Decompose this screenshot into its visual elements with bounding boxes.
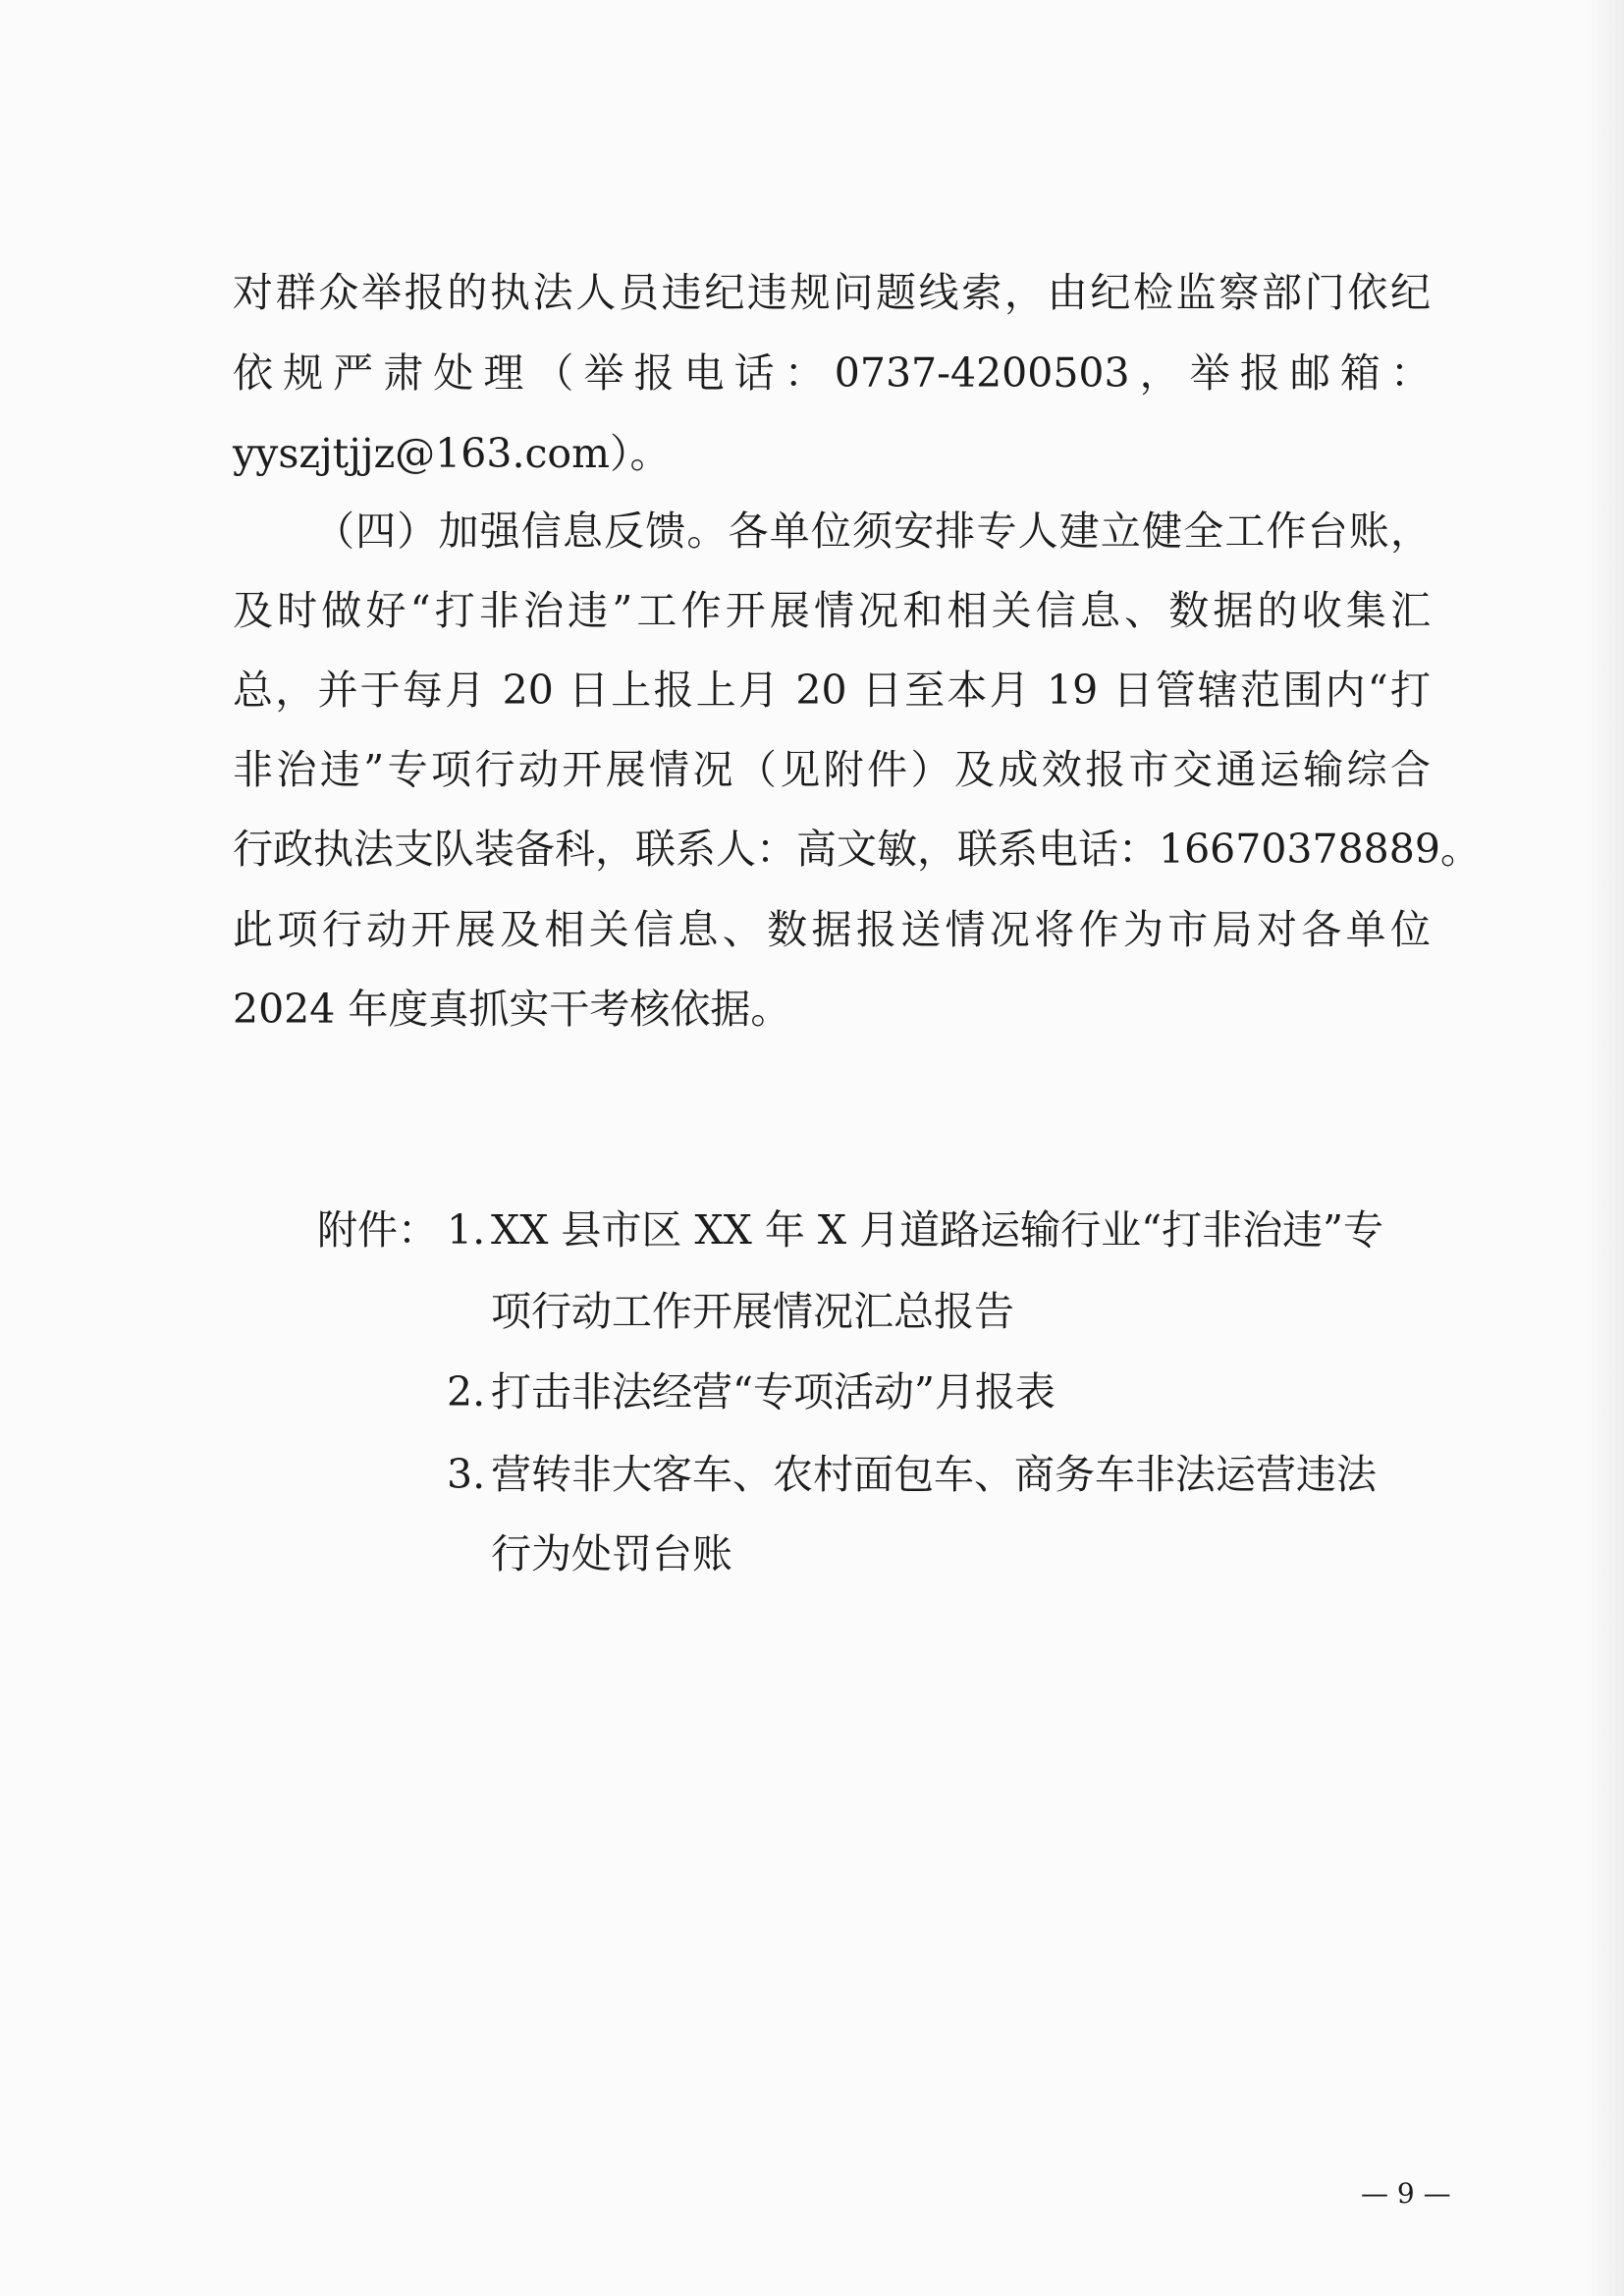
attachment-2-line-1: 打击非法经营“专项活动”月报表 bbox=[491, 1368, 1056, 1415]
attachment-2-number: 2. bbox=[447, 1368, 486, 1415]
body-line-2: 依规严肃处理（举报电话：0737-4200503，举报邮箱： bbox=[233, 349, 1431, 397]
body-line-3: yyszjtjjz@163.com）。 bbox=[233, 430, 671, 477]
body-line-7: 非治违”专项行动开展情况（见附件）及成效报市交通运输综合 bbox=[233, 746, 1431, 793]
attachment-3-line-1: 营转非大客车、农村面包车、商务车非法运营违法 bbox=[491, 1451, 1377, 1498]
body-line-8: 行政执法支队装备科，联系人：高文敏，联系电话：16670378889。 bbox=[233, 826, 1481, 873]
page-number: — 9 — bbox=[1361, 2177, 1451, 2210]
body-line-4: （四）加强信息反馈。各单位须安排专人建立健全工作台账， bbox=[314, 507, 1431, 555]
attachment-3-line-2: 行为处罚台账 bbox=[491, 1530, 732, 1577]
body-line-9: 此项行动开展及相关信息、数据报送情况将作为市局对各单位 bbox=[233, 906, 1431, 953]
scan-edge-shadow bbox=[1585, 0, 1624, 2296]
attachments-label: 附件： bbox=[317, 1206, 438, 1254]
body-line-6: 总，并于每月 20 日上报上月 20 日至本月 19 日管辖范围内“打 bbox=[233, 667, 1431, 714]
attachment-1-line-1: XX 县市区 XX 年 X 月道路运输行业“打非治违”专 bbox=[491, 1206, 1384, 1254]
attachment-3-number: 3. bbox=[447, 1451, 486, 1498]
attachment-1-number: 1. bbox=[447, 1206, 486, 1254]
attachment-1-line-2: 项行动工作开展情况汇总报告 bbox=[491, 1288, 1014, 1335]
body-line-10: 2024 年度真抓实干考核依据。 bbox=[233, 986, 791, 1033]
body-line-5: 及时做好“打非治违”工作开展情况和相关信息、数据的收集汇 bbox=[233, 587, 1431, 634]
body-line-1: 对群众举报的执法人员违纪违规问题线索，由纪检监察部门依纪 bbox=[233, 269, 1431, 316]
